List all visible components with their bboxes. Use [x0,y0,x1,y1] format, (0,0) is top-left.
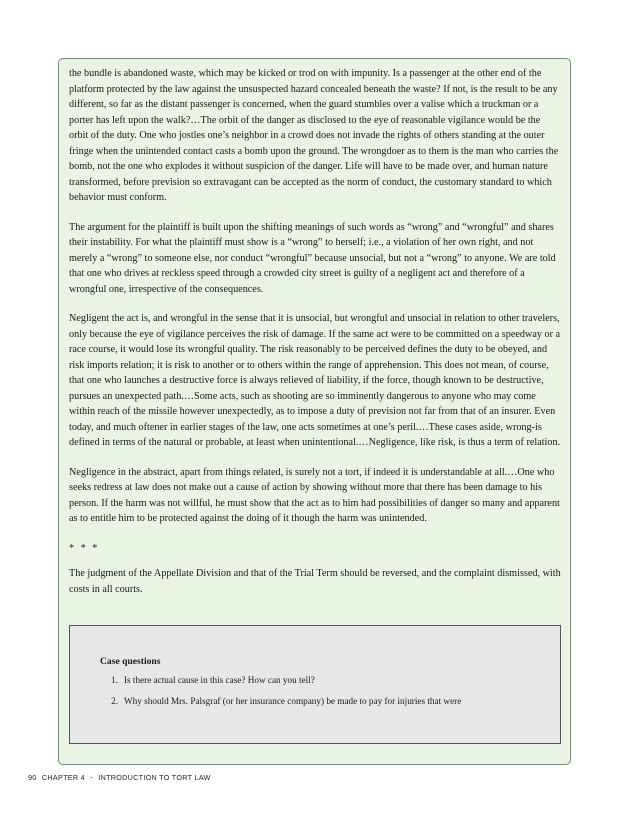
paragraph: Negligent the act is, and wrongful in the sense that it is unsocial, but wrongful and unsocial in relation to other travelers, only because the eye of vigilance perceives the risk of damage. If the same act were to be committed on a speedway or a race course, it would lose its wrongful quality. The risk reasonably to be perceived defines the duty to be obeyed, and risk imports relation; it is risk to another or to others within the range of apprehension. This does not mean, of course, that one who launches a destructive force is always relieved of liability, if the force, though known to be destructive, pursues an unexpected path.…Some acts, such as shooting are so imminently dangerous to anyone who may come within reach of the missile however unexpectedly, as to impose a duty of prevision not far from that of an insurer. Even today, and much oftener in earlier stages of the law, one acts sometimes at one’s peril.…These cases aside, wrong-is defined in terms of the natural or probable, at least when unintentional.…Negligence, like risk, is thus a term of relation. [69,313,561,448]
case-question-item [100,695,550,707]
case-questions-list [100,674,550,716]
chapter-title: INTRODUCTION TO TORT LAW [98,773,211,782]
question-number: 2. [111,696,118,706]
page-number: 90 [28,773,37,782]
paragraph: the bundle is abandoned waste, which may be kicked or trod on with impunity. Is a passenger at the other end of the platform protected by the law against the unsuspected hazard concealed beneath the waste? If not, is the result to be any different, so far as the distant passenger is concerned, when the guard stumbles over a valise which a truckman or a porter has left upon the walk?…The orbit of the danger as disclosed to the eye of reasonable vigilance would be the orbit of the duty. One who jostles one’s neighbor in a crowd does not invade the rights of others standing at the outer fringe when the unintended contact casts a bomb upon the ground. The wrongdoer as to them is the man who carries the bomb, not the one who explodes it without suspicion of the danger. Life will have to be made over, and human nature transformed, before prevision so extravagant can be accepted as the norm of conduct, the customary standard to which behavior must conform. [69,68,559,203]
footer-separator: - [90,773,93,782]
conclusion-paragraph: The judgment of the Appellate Division and that of the Trial Term should be reversed, and the complaint dismissed, with costs in all courts. [69,568,561,595]
question-text: Why should Mrs. Palsgraf (or her insurance company) be made to pay for injuries that were [124,696,462,706]
case-questions-box [69,625,561,744]
question-number: 1. [111,675,118,685]
paragraph: Negligence in the abstract, apart from things related, is surely not a tort, if indeed it is understandable at all.…One who seeks redress at law does not make out a cause of action by showing without more that there has been damage to his person. If the harm was not willful, he must show that the act as to him had possibilities of danger so many and apparent as to entitle him to be protected against the doing of it though the harm was unintended. [69,466,560,524]
case-question-item [100,674,550,686]
case-questions-heading: Case questions [100,656,161,667]
case-excerpt-text [69,66,561,611]
question-text: Is there actual cause in this case? How can you tell? [124,675,315,685]
section-separator: * * * [69,542,100,554]
page-footer [28,773,214,782]
chapter-label: CHAPTER 4 [41,773,85,782]
paragraph: The argument for the plaintiff is built upon the shifting meanings of such words as “wrong” and “wrongful” and shares their instability. For what the plaintiff must show is a “wrong” to herself; i.e., a violation of her own right, and not merely a “wrong” to someone else, nor conduct “wrongful” because unsocial, but not a “wrong” to anyone. We are told that one who drives at reckless speed through a crowded city street is guilty of a negligent act and therefore of a wrongful one, irrespective of the consequences. [69,221,556,295]
